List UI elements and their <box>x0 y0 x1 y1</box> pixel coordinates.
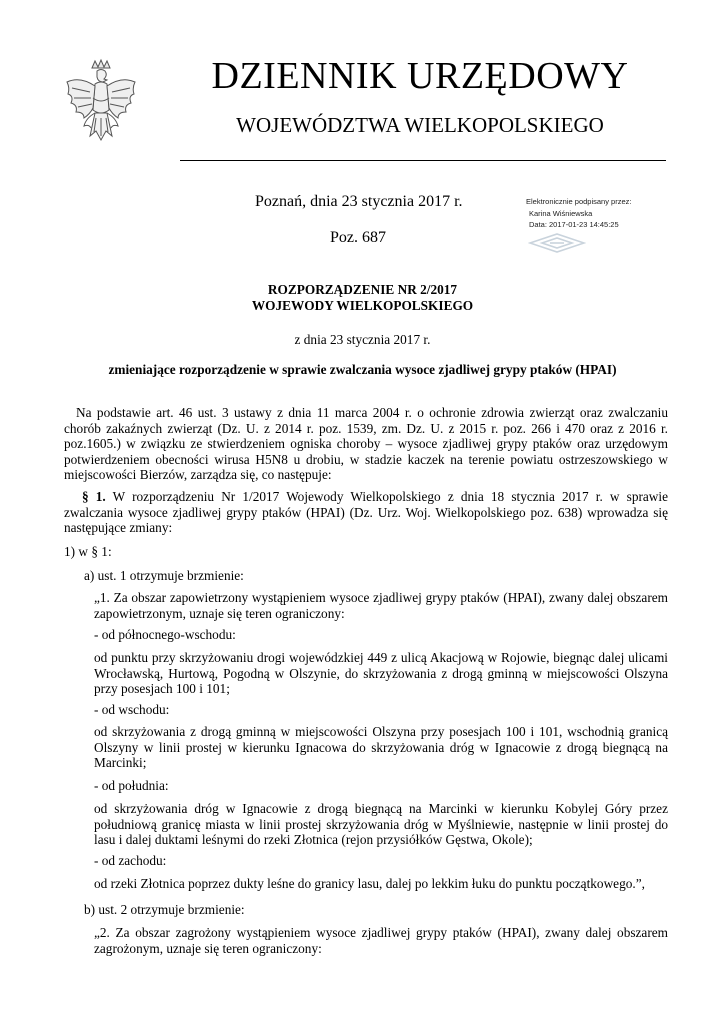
regulation-title: ROZPORZĄDZENIE NR 2/2017 <box>267 282 458 297</box>
signature-signer: Karina Wiśniewska <box>529 208 593 218</box>
direction-south: - od południa: <box>94 778 169 793</box>
signature-date: Data: 2017-01-23 14:45:25 <box>529 220 619 229</box>
electronic-signature-block <box>526 196 631 231</box>
section-1-label: § 1. <box>82 489 106 504</box>
direction-east: - od wschodu: <box>94 702 170 717</box>
signature-label: Elektronicznie podpisany przez: <box>526 197 632 206</box>
journal-title: DZIENNIK URZĘDOWY <box>211 55 629 97</box>
list-item-a: a) ust. 1 otrzymuje brzmienie: <box>84 568 244 583</box>
list-item-1: 1) w § 1: <box>64 544 112 559</box>
signature-verification-icon <box>528 232 586 254</box>
section-1-paragraph <box>64 489 668 536</box>
regulation-issuer: WOJEWODY WIELKOPOLSKIEGO <box>251 298 474 313</box>
quoted-paragraph-3: od skrzyżowania z drogą gminną w miejscowości Olszyna przy posesjach 100 i 101, wschodnią granicą Olszyny w linii prostej w kierunku Ignacowa do skrzyżowania dróg w Ignacowie z drogą biegnącą na Marcinki; <box>94 724 668 771</box>
preamble-paragraph <box>64 405 668 483</box>
quoted-paragraph-5: od rzeki Złotnica poprzez dukty leśne do granicy lasu, dalej po lekkim łuku do punktu początkowego.”, <box>94 876 645 891</box>
journal-subtitle: WOJEWÓDZTWA WIELKOPOLSKIEGO <box>236 113 604 137</box>
list-item-b: b) ust. 2 otrzymuje brzmienie: <box>84 902 245 917</box>
white-eagle-emblem-icon <box>62 58 140 158</box>
section-1-text: W rozporządzeniu Nr 1/2017 Wojewody Wielkopolskiego z dnia 18 stycznia 2017 r. w sprawie zwalczania wysoce zjadliwej grypy ptaków (HPAI) (Dz. Urz. Woj. Wielkopolskiego poz. 638) wprowadza się następujące zmiany: <box>64 489 668 536</box>
quoted-paragraph-4: od skrzyżowania dróg w Ignacowie z drogą biegnącą na Marcinki w kierunku Kobylej Góry przez południową granicę miasta w linii prostej skrzyżowania dróg w Myślniewie, następnie w linii prostej do lasu i dalej duktami leśnymi do rzeki Złotnica (rejon przysiółków Gęstwa, Okole); <box>94 801 668 848</box>
preamble-text: Na podstawie art. 46 ust. 3 ustawy z dnia 11 marca 2004 r. o ochronie zdrowia zwierząt oraz zwalczaniu chorób zakaźnych zwierząt (Dz. U. z 2014 r. poz. 1539, zm. Dz. U. z 2015 r. poz. 266 i 470 oraz z 2016 r. poz.1605.) w związku ze stwierdzeniem ogniska choroby – wysoce zjadliwej grypy ptaków oraz urzędowym potwierdzeniem obecności wirusa H5N8 u drobiu, w stadzie kaczek na terenie powiatu ostrzeszowskiego w miejscowości Bierzów, zarządza się, co następuje: <box>64 405 668 483</box>
direction-north-east: - od północnego-wschodu: <box>94 627 236 642</box>
regulation-subject: zmieniające rozporządzenie w sprawie zwalczania wysoce zjadliwej grypy ptaków (HPAI) <box>108 362 617 377</box>
direction-west: - od zachodu: <box>94 853 167 868</box>
publication-place-date: Poznań, dnia 23 stycznia 2017 r. <box>255 193 463 210</box>
masthead-divider <box>180 160 666 161</box>
quoted-paragraph-6: „2. Za obszar zagrożony wystąpieniem wysoce zjadliwej grypy ptaków (HPAI), zwany dalej obszarem zagrożonym, uznaje się teren ograniczony: <box>94 925 668 956</box>
quoted-paragraph-2: od punktu przy skrzyżowaniu drogi wojewódzkiej 449 z ulicą Akacjową w Rojowie, biegnąc dalej ulicami Wrocławską, Hurtową, Pogodną w Olszynie, do skrzyżowania z drogą gminną w miejscowości Olszyna przy posesjach 100 i 101; <box>94 650 668 697</box>
regulation-date: z dnia 23 stycznia 2017 r. <box>294 332 431 347</box>
quoted-paragraph-1: „1. Za obszar zapowietrzony wystąpieniem wysoce zjadliwej grypy ptaków (HPAI), zwany dalej obszarem zapowietrzonym, uznaje się teren ograniczony: <box>94 590 668 621</box>
position-number: Poz. 687 <box>330 229 386 246</box>
